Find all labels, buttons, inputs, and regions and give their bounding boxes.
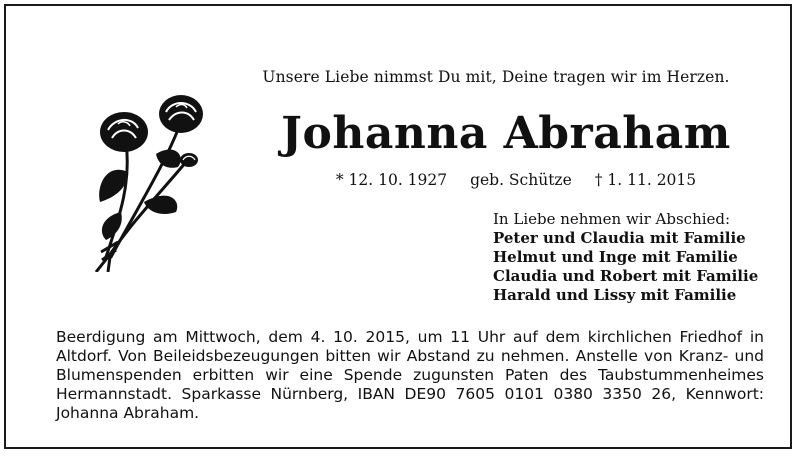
mourner-line: Harald und Lissy mit Familie	[493, 286, 737, 304]
birth-date: * 12. 10. 1927	[335, 171, 448, 189]
mourner-line: Peter und Claudia mit Familie	[493, 229, 746, 247]
mourner-line: Helmut und Inge mit Familie	[493, 248, 738, 266]
mourners-block	[493, 210, 783, 305]
funeral-details: Beerdigung am Mittwoch, dem 4. 10. 2015, um 11 Uhr auf dem kirchlichen Friedhof in Altdorf. Von Beileidsbezeugungen bitten wir Abstand zu nehmen. Anstelle von Kranz- und Blumenspenden erbitten wir eine Spende zugunsten Paten des Taubstummenheimes Hermannstadt. Sparkasse Nürnberg, IBAN DE90 7605 0101 0380 3350 26, Kennwort: Johanna Abraham.	[56, 328, 764, 422]
deceased-name: Johanna Abraham	[281, 108, 731, 159]
life-dates	[306, 171, 726, 189]
mourner-line: Claudia und Robert mit Familie	[493, 267, 759, 285]
maiden-name: geb. Schütze	[470, 171, 572, 189]
death-date: † 1. 11. 2015	[594, 171, 697, 189]
mourners-intro: In Liebe nehmen wir Abschied:	[493, 210, 731, 228]
roses-bouquet-icon	[86, 92, 216, 272]
obituary-notice	[4, 4, 792, 449]
motto: Unsere Liebe nimmst Du mit, Deine tragen wir im Herzen.	[262, 68, 730, 86]
